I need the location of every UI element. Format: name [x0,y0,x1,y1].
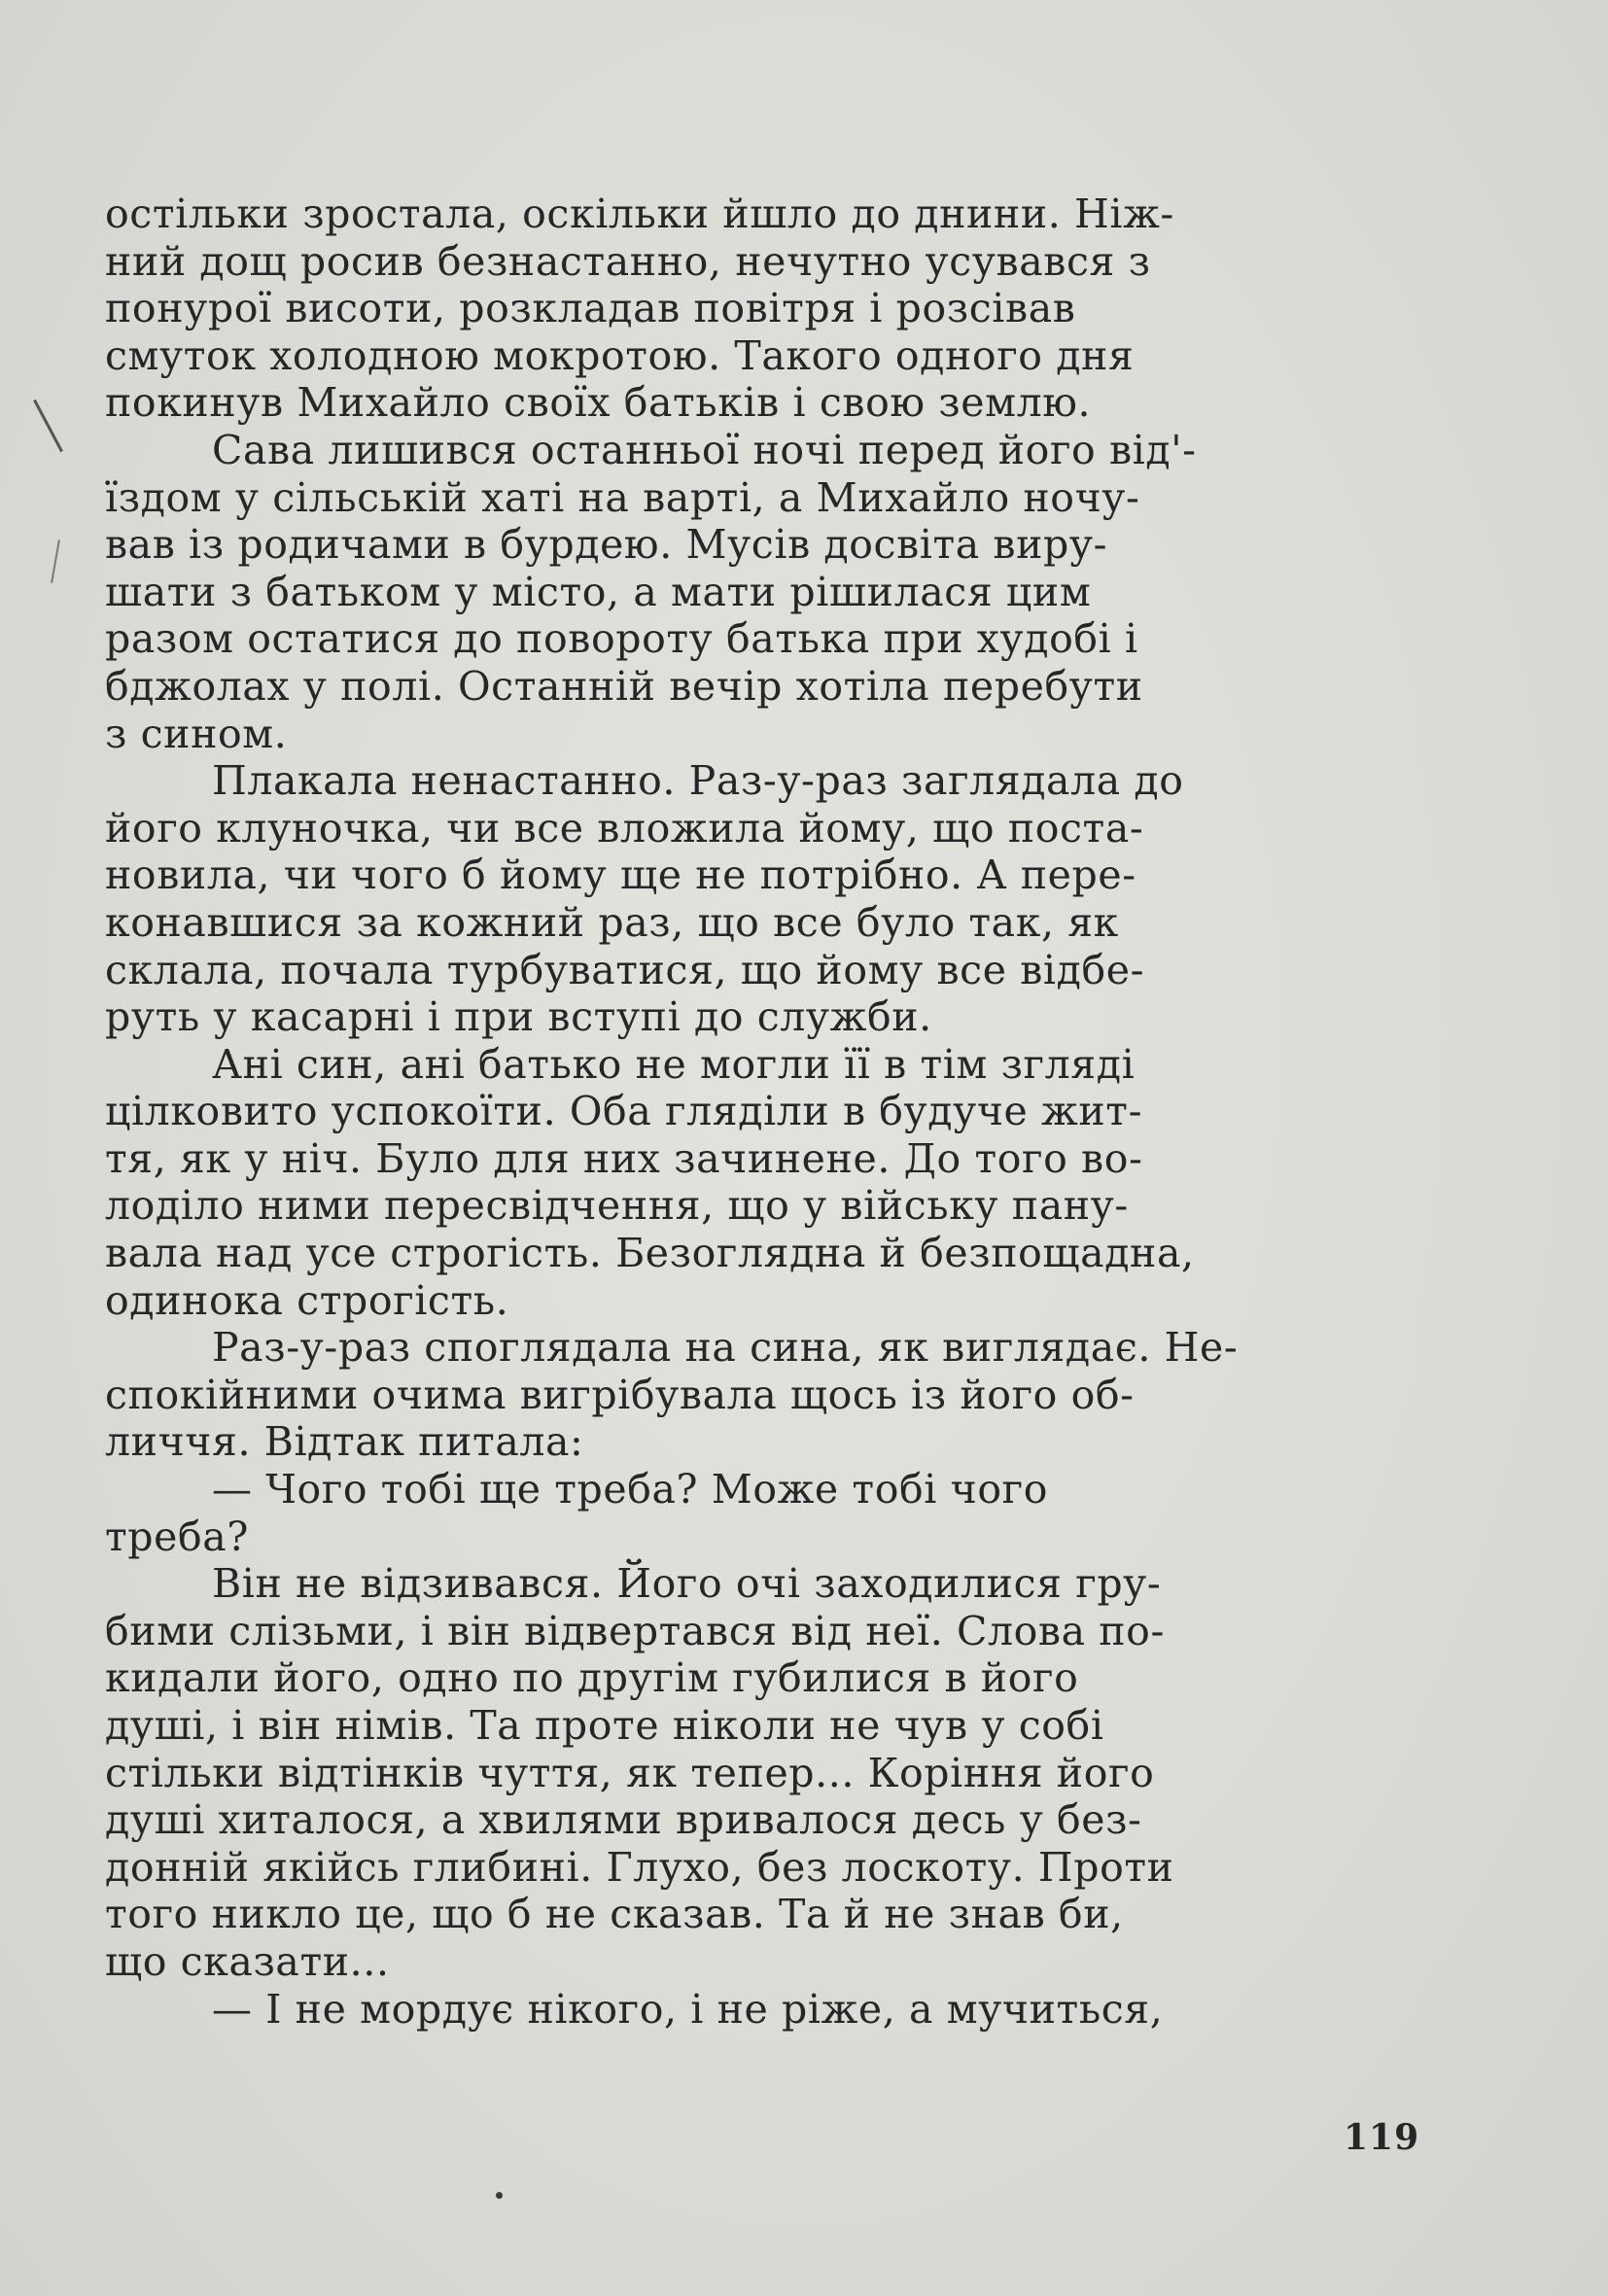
paragraph [105,1986,1408,2034]
margin-pencil-mark [33,400,63,452]
text-line: того никло це, що б не сказав. Та й не знав би, [105,1891,1124,1938]
page-number: 119 [1344,2117,1420,2158]
text-line: тя, як у ніч. Було для них зачинене. До того во- [105,1134,1143,1182]
text-line: одинока строгість. [105,1276,509,1324]
text-line: кидали його, одно по другім губилися в його [105,1654,1079,1702]
text-line: їздом у сільській хаті на варті, а Михайло ночу- [105,473,1140,521]
text-line: Він не відзивався. Його очі заходилися гру- [212,1560,1162,1608]
print-speck [496,2192,503,2199]
text-line: смуток холодною мокротою. Такого одного дня [105,331,1135,379]
text-line: шати з батьком у місто, а мати рішилася цим [105,568,1092,615]
paragraph [105,1041,1408,1325]
margin-pencil-mark [51,539,60,583]
text-line: треба? [105,1513,249,1560]
text-line: з сином. [105,710,288,757]
text-line: — І не мордує нікого, і не ріже, а мучиться, [212,1985,1164,2033]
text-line: спокійними очима вигрібувала щось із його об- [105,1371,1135,1418]
text-line: покинув Михайло своїх батьків і свою землю. [105,379,1092,427]
text-line: новила, чи чого б йому ще не потрібно. А пере- [105,852,1136,899]
paragraph [105,427,1408,757]
text-line: вав із родичами в бурдею. Мусів досвіта виру- [105,521,1108,569]
text-line: що сказати... [105,1937,390,1985]
text-line: разом остатися до повороту батька при худобі і [105,615,1138,663]
text-line: його клуночка, чи все вложила йому, що поста- [105,804,1144,852]
text-line: цілковито успокоїти. Оба гляділи в будуче жит- [105,1088,1143,1135]
paragraph [105,1324,1408,1466]
text-line: руть у касарні і при вступі до служби. [105,993,932,1041]
text-line: Плакала ненастанно. Раз-у-раз заглядала до [212,757,1184,805]
text-line: бджолах у полі. Останній вечір хотіла перебути [105,662,1143,710]
text-line: Сава лишився останньої ночі перед його від'- [212,426,1197,473]
text-line: душі, і він німів. Та проте ніколи не чув у собі [105,1702,1104,1749]
text-line: понурої висоти, розкладав повітря і розсівав [105,285,1076,332]
text-line: донній якійсь глибині. Глухо, без лоскоту. Проти [105,1843,1174,1891]
body-text [105,191,1408,2033]
text-line: вала над усе строгість. Безоглядна й безпощадна, [105,1230,1195,1277]
text-line: конавшися за кожний раз, що все було так, як [105,898,1119,946]
paragraph [105,757,1408,1041]
text-line: склала, почала турбуватися, що йому все відбе- [105,946,1145,993]
text-line: — Чого тобі ще треба? Може тобі чого [212,1466,1048,1513]
text-line: Раз-у-раз споглядала на сина, як виглядає. Не- [212,1324,1239,1372]
text-line: ний дощ росив безнастанно, нечутно усувався з [105,237,1151,285]
paragraph [105,1560,1408,1985]
text-line: душі хиталося, а хвилями вривалося десь у без- [105,1796,1142,1844]
text-line: бими слізьми, і він відвертався від неї. Слова по- [105,1607,1165,1654]
text-line: остільки зростала, оскільки йшло до днини. Ніж- [105,191,1174,237]
paragraph [105,1466,1408,1560]
text-line: стільки відтінків чуття, як тепер... Коріння його [105,1749,1155,1796]
text-line: личчя. Відтак питала: [105,1418,584,1466]
paragraph [105,191,1408,427]
text-line: лоділо ними пересвідчення, що у війську пану- [105,1182,1129,1230]
text-line: Ані син, ані батько не могли її в тім згляді [212,1040,1136,1088]
